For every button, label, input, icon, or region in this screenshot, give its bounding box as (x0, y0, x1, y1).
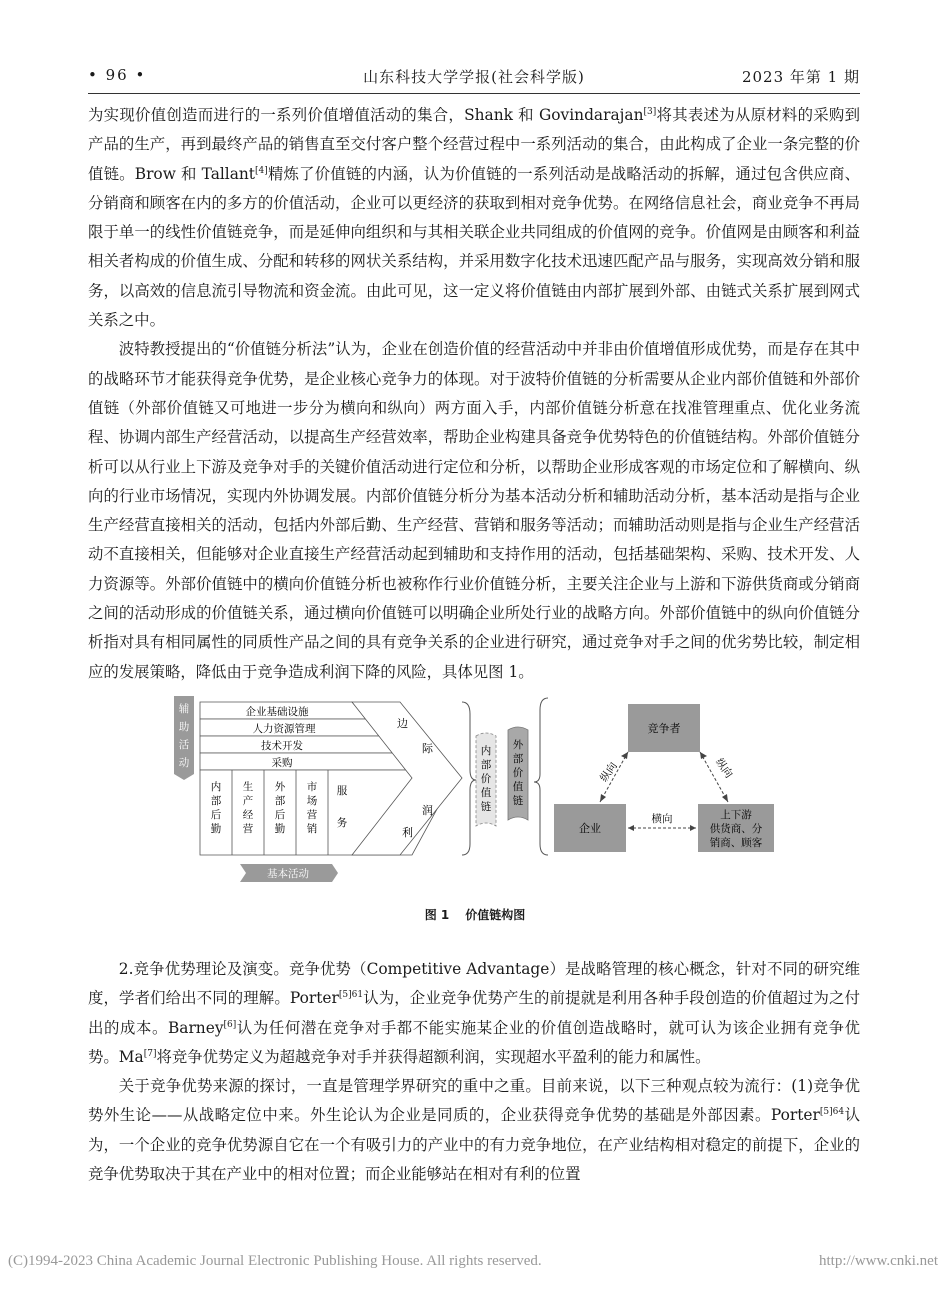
primary-col-char: 后 (274, 809, 286, 821)
primary-col-char: 部 (274, 795, 286, 807)
side-label-2: 助 (178, 721, 190, 733)
primary-col-char: 勤 (274, 823, 286, 835)
chain-label-char: 链 (480, 801, 492, 813)
chain-label-char: 价 (480, 773, 492, 785)
page-number: • 96 • (88, 66, 147, 84)
primary-col-char: 外 (274, 781, 286, 793)
citation: [5]61 (338, 990, 364, 1001)
primary-col-char: 务 (336, 817, 348, 829)
citation: [6] (223, 1019, 237, 1030)
citation: [5]64 (819, 1107, 845, 1118)
upstream-line-2: 供货商、分 (709, 823, 763, 835)
caption-number: 图 1 (424, 908, 450, 922)
figure-caption (0, 906, 950, 923)
primary-col-char: 营 (306, 809, 318, 821)
body-text-bottom (88, 955, 860, 1189)
chain-label-char: 价 (512, 767, 524, 779)
support-label-2: 人力资源管理 (252, 723, 316, 735)
internal-chain-label (481, 744, 492, 813)
primary-col-char: 场 (306, 795, 318, 807)
chain-label-char: 值 (512, 781, 524, 793)
margin-top-2: 际 (422, 742, 433, 755)
paragraph-1: 为实现价值创造而进行的一系列价值增值活动的集合，Shank 和 Govindarajan[3]将其表述为从原材料的采购到产品的生产，再到最终产品的销售直至交付客户整个经营过程中一系列活动的集合，由此构成了企业一条完整的价值链。Brow 和 Tallant[4]精炼了价值链的内涵，认为价值链的一系列活动是战略活动的拆解，通过包含供应商、分销商和顾客在内的多方的价值活动，企业可以更经济的获取到相对竞争优势。在网络信息社会，商业竞争不再局限于单一的线性价值链竞争，而是延伸向组织和与其相关联企业共同组成的价值网的竞争。价值网是由顾客和利益相关者构成的价值生成、分配和转移的网状关系结构，并采用数字化技术迅速匹配产品与服务，实现高效分销和服务，以高效的信息流引导物流和资金流。由此可见，这一定义将价值链由内部扩展到外部、由链式关系扩展到网式关系之中。 (88, 106, 860, 330)
primary-col-char: 后 (210, 809, 222, 821)
margin-top-1: 边 (397, 717, 408, 730)
chain-label-char: 内 (480, 745, 492, 757)
vertical-label-left: 纵向 (598, 760, 620, 785)
support-label-3: 技术开发 (261, 740, 303, 752)
value-chain-figure (172, 694, 778, 890)
upstream-line-3: 销商、顾客 (709, 837, 763, 849)
citation: [7] (143, 1048, 157, 1059)
primary-col-char: 销 (306, 823, 318, 835)
vertical-label-right: 纵向 (712, 756, 735, 781)
external-chain-label (513, 738, 524, 807)
issue-label: 2023 年第 1 期 (741, 68, 860, 86)
side-label-4: 动 (178, 757, 190, 769)
website-link[interactable]: http://www.cnki.net (818, 1253, 938, 1269)
citation: [3] (643, 106, 657, 117)
primary-col-char: 服 (336, 785, 348, 797)
support-label-1: 企业基础设施 (245, 706, 309, 718)
primary-col-char: 营 (242, 823, 254, 835)
paragraph-2: 波特教授提出的“价值链分析法”认为，企业在创造价值的经营活动中并非由价值增值形成优势，而是存在其中的战略环节才能获得竞争优势，是企业核心竞争力的体现。对于波特价值链的分析需要从企业内部价值链和外部价值链（外部价值链又可地进一步分为横向和纵向）两方面入手，内部价值链分析意在找准管理重点、优化业务流程、协调内部生产经营活动，以提高生产经营效率，帮助企业构建具备竞争优势特色的价值链结构。外部价值链分析可以从行业上下游及竞争对手的关键价值活动进行定位和分析，以帮助企业形成客观的市场定位和了解横向、纵向的行业市场情况，实现内外协调发展。内部价值链分析分为基本活动分析和辅助活动分析，基本活动是指与企业生产经营直接相关的活动，包括内外部后勤、生产经营、营销和服务等活动；而辅助活动则是指与企业生产经营活动不直接相关，但能够对企业直接生产经营活动起到辅助和支持作用的活动，包括基础架构、采购、技术开发、人力资源等。外部价值链中的横向价值链分析也被称作行业价值链分析，主要关注企业与上游和下游供货商或分销商之间的活动形成的价值链关系，通过横向价值链可以明确企业所处行业的战略方向。外部价值链中的纵向价值链分析指对具有相同属性的同质性产品之间的具有竞争关系的企业进行研究，通过竞争对手之间的优劣势比较，制定相应的发展策略，降低由于竞争造成利润下降的风险，具体见图 1。 (88, 340, 860, 681)
primary-col-char: 市 (306, 781, 318, 793)
paragraph-3: 2.竞争优势理论及演变。竞争优势（Competitive Advantage）是战略管理的核心概念，针对不同的研究维度，学者们给出不同的理解。Porter$^{[5]61}$认为，企业竞争优势产生的前提就是利用各种手段创造的价值超过为之付出的成本。Barney[6]认为任何潜在竞争对手都不能实施某企业的价值创造战略时，就可认为该企业拥有竞争优势。Ma[7]将竞争优势定义为超越竞争对手并获得超额利润，实现超水平盈利的能力和属性。 (88, 960, 860, 1066)
bottom-label: 基本活动 (267, 868, 309, 880)
support-row-4 (200, 753, 412, 770)
header-rule (88, 93, 860, 94)
chain-label-char: 外 (512, 739, 524, 751)
margin-bot-2: 润 (422, 804, 433, 817)
body-text-top (88, 101, 860, 687)
side-label-1: 辅 (178, 703, 190, 715)
paragraph-4: 关于竞争优势来源的探讨，一直是管理学界研究的重中之重。目前来说，以下三种观点较为流行：(1)竞争优势外生论——从战略定位中来。外生论认为企业是同质的，企业获得竞争优势的基础是外部因素。Porter$^{[5]64}$认为，一个企业的竞争优势源自它在一个有吸引力的产业中的有力竞争地位，在产业结构相对稳定的前提下，企业的竞争优势取决于其在产业中的相对位置；而企业能够站在相对有利的位置 (88, 1077, 860, 1184)
primary-col-char: 经 (242, 809, 254, 821)
primary-col-char: 生 (242, 781, 254, 793)
journal-title: 山东科技大学学报(社会科学版) (363, 68, 585, 86)
chain-label-char: 部 (512, 753, 524, 765)
enterprise-label: 企业 (579, 822, 601, 835)
page-header (88, 64, 860, 92)
margin-bot-1: 利 (402, 826, 413, 839)
support-label-4: 采购 (271, 757, 293, 769)
brace-left (462, 702, 476, 855)
chain-label-char: 部 (480, 759, 492, 771)
primary-col-char: 勤 (210, 823, 222, 835)
chain-label-char: 值 (480, 787, 492, 799)
citation: [4] (255, 165, 268, 176)
brace-right (534, 698, 548, 855)
caption-title: 价值链构图 (465, 908, 526, 922)
competitor-label: 竞争者 (647, 722, 681, 735)
primary-col-char: 部 (210, 795, 222, 807)
side-label-3: 活 (178, 739, 190, 751)
chain-label-char: 链 (512, 795, 524, 807)
horizontal-label: 横向 (651, 813, 673, 825)
upstream-line-1: 上下游 (720, 809, 752, 821)
primary-col-char: 内 (210, 781, 222, 793)
primary-col-char: 产 (242, 795, 254, 807)
copyright-text: (C)1994-2023 China Academic Journal Electronic Publishing House. All rights reserved. (8, 1253, 542, 1269)
